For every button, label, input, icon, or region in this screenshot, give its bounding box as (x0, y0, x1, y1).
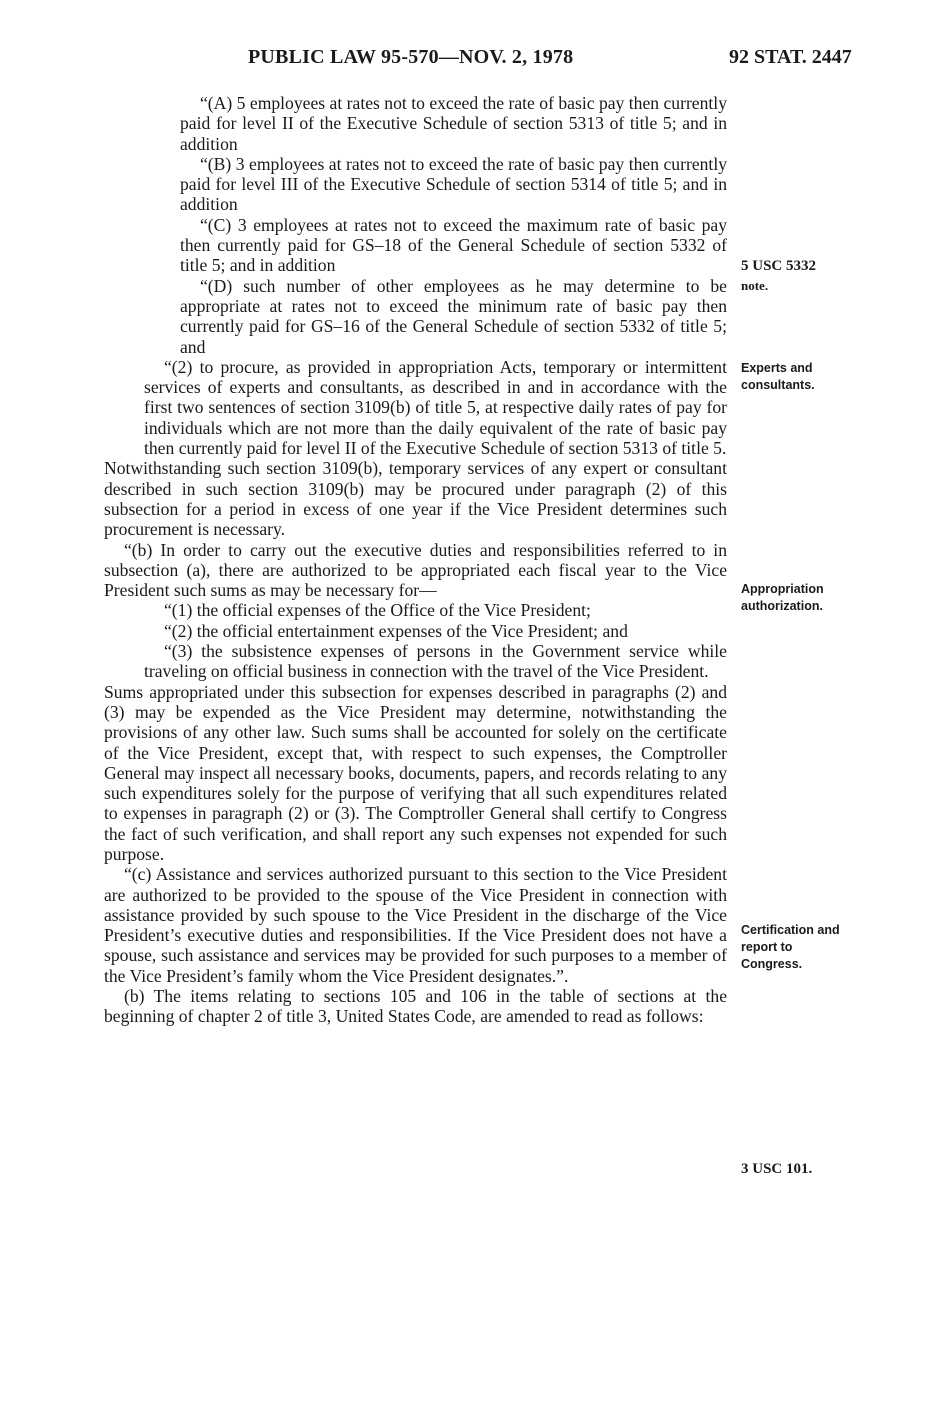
margin-note-experts (741, 360, 921, 394)
paragraph-sums: Sums appropriated under this subsection for expenses described in paragraphs (2) and (3) may be expended as the Vice President may determine, notwithstanding the provisions of any other law. Such sums shall be accounted for solely on the certificate of the Vice President, except that, with respect to such expenses, the Comptroller General may inspect all necessary books, documents, papers, and records relating to any such expenditures solely for the purpose of verifying that all such expenditures related to expenses in paragraph (2) or (3). The Comptroller General shall certify to Congress the fact of such verification, and shall report any such expenses not expended for such purpose. (104, 681, 727, 864)
paragraph-a: “(A) 5 employees at rates not to exceed the rate of basic pay then currently paid for level II of the Executive Schedule of section 5313 of title 5; and in addition (180, 93, 727, 154)
margin-note-line: Appropriation (741, 582, 824, 596)
margin-note-line: Congress. (741, 957, 803, 971)
page-header-title: PUBLIC LAW 95-570—NOV. 2, 1978 (248, 46, 574, 68)
paragraph-b: “(B) 3 employees at rates not to exceed the rate of basic pay then currently paid for level III of the Executive Schedule of section 5314 of title 5; and in addition (180, 153, 727, 215)
paragraph-d: “(D) such number of other employees as he may determine to be appropriate at rates not to exceed the minimum rate of basic pay then currently paid for GS–16 of the General Schedule of section 5332 of title 5; and (180, 275, 727, 357)
margin-note-line: note. (741, 278, 769, 293)
paragraph-subsection-c: “(c) Assistance and services authorized pursuant to this section to the Vice President are authorized to be provided to the spouse of the Vice President in connection with assistance provided by such spouse to the Vice President in the discharge of the Vice President’s executive duties and responsibilities. If the Vice President does not have a spouse, such assistance and services may be provided for such purposes to a member of the Vice President’s family whom the Vice President designates.”. (104, 864, 727, 986)
margin-note-line: consultants. (741, 378, 815, 392)
margin-note-appropriation (741, 581, 921, 615)
page-header-stat: 92 STAT. 2447 (729, 46, 852, 68)
margin-note-line: authorization. (741, 599, 823, 613)
list-item-1: “(1) the official expenses of the Office of the Vice President; (164, 600, 591, 621)
margin-note-line: 5 USC 5332 (741, 258, 817, 274)
margin-note-line: Experts and (741, 361, 813, 375)
paragraph-2: “(2) to procure, as provided in appropriation Acts, temporary or intermittent services of experts and consultants, as described in and in accordance with the first two sentences of section 3109(b) of title 5, at respective daily rates of pay for individuals which are not more than the daily equivalent of the rate of basic pay then currently paid for level II of the Executive Schedule of section 5313 of title 5. (144, 356, 727, 459)
margin-note-line: report to (741, 940, 793, 954)
margin-note-5-usc-5332 (741, 257, 921, 295)
list-item-3: “(3) the subsistence expenses of persons in the Government service while traveling on official business in connection with the travel of the Vice President. (144, 641, 727, 682)
paragraph-c: “(C) 3 employees at rates not to exceed the maximum rate of basic pay then currently paid for GS–18 of the General Schedule of section 5332 of title 5; and in addition (180, 214, 727, 276)
paragraph-subsection-b: “(b) In order to carry out the executive duties and responsibilities referred to in subsection (a), there are authorized to be appropriated each fiscal year to the Vice President such sums as may be necessary for— (104, 539, 727, 601)
list-item-2: “(2) the official entertainment expenses of the Vice President; and (164, 620, 628, 641)
margin-note-line: 3 USC 101. (741, 1161, 813, 1177)
margin-note-line: Certification and (741, 923, 840, 937)
body-text (104, 93, 727, 1027)
margin-note-3-usc-101 (741, 1160, 921, 1179)
paragraph-amendment-b: (b) The items relating to sections 105 and 106 in the table of sections at the beginning of chapter 2 of title 3, United States Code, are amended to read as follows: (104, 986, 727, 1027)
margin-note-certification (741, 922, 921, 973)
paragraph-notwithstanding: Notwithstanding such section 3109(b), temporary services of any expert or consultant described in such section 3109(b) may be procured under paragraph (2) of this subsection for a period in excess of one year if the Vice President determines such procurement is necessary. (104, 458, 727, 540)
